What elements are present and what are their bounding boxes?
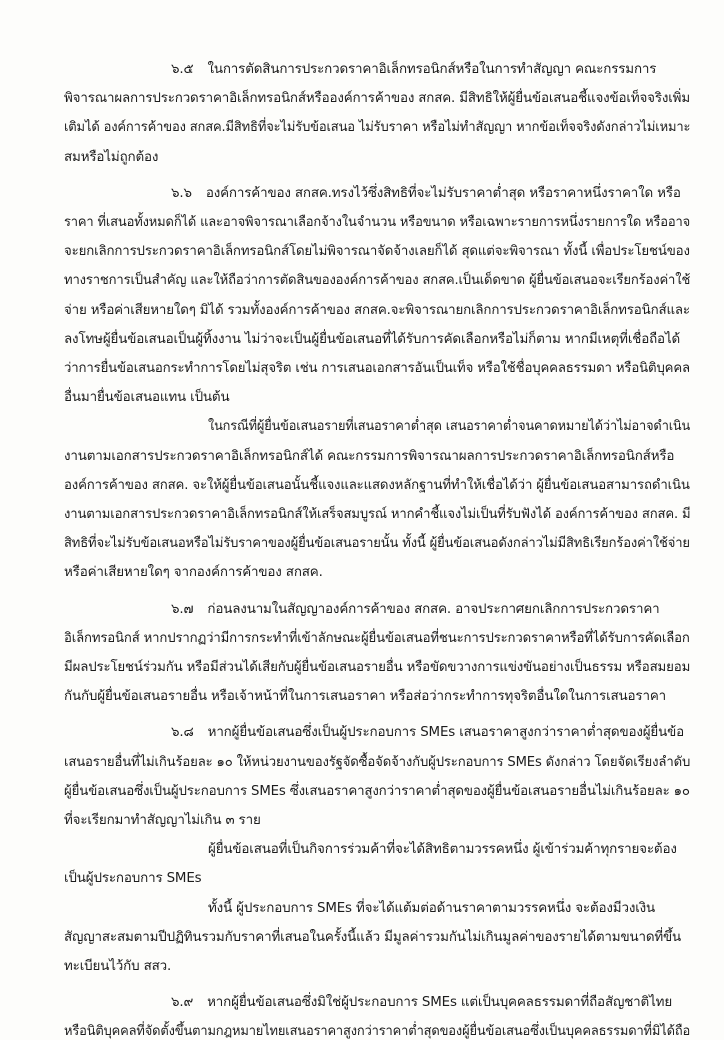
text-line: สิทธิที่จะไม่รับข้อเสนอหรือไม่รับราคาของผู้ยื่นข้อเสนอรายนั้น ทั้งนี้ ผู้ยื่นข้อเสนอดังกล่าวไม่มีสิทธิเรียกร้องค่าใช้จ่าย [64,536,690,551]
clause-6-8-first-line: ๖.๘ หากผู้ยื่นข้อเสนอซึ่งเป็นผู้ประกอบการ SMEs เสนอราคาสูงกว่าราคาต่ำสุดของผู้ยื่นข้อ [171,725,685,740]
text-line: ว่าการยื่นข้อเสนอกระทำการโดยไม่สุจริต เช่น การเสนอเอกสารอันเป็นเท็จ หรือใช้ชื่อบุคคลธรรมดา หรือนิติบุคคล [64,361,691,376]
clause-number: ๖.๕ [171,62,194,77]
text-line: ผู้ยื่นข้อเสนอซึ่งเป็นผู้ประกอบการ SMEs ซึ่งเสนอราคาสูงกว่าราคาต่ำสุดของผู้ยื่นข้อเสนอรายอื่นไม่เกินร้อยละ ๑๐ [64,784,690,799]
clause-number: ๖.๙ [171,995,194,1010]
text-line: ที่จะเรียกมาทำสัญญาไม่เกิน ๓ ราย [64,813,261,828]
clause-number: ๖.๗ [171,602,194,617]
text-line: หรือค่าเสียหายใดๆ จากองค์การค้าของ สกสค. [64,565,323,580]
clause-6-7-first-line: ๖.๗ ก่อนลงนามในสัญญาองค์การค้าของ สกสค. อาจประกาศยกเลิกการประกวดราคา [171,602,660,617]
text-line: พิจารณาผลการประกวดราคาอิเล็กทรอนิกส์หรือองค์การค้าของ สกสค. มีสิทธิให้ผู้ยื่นข้อเสนอชี้แจงข้อเท็จจริงเพิ่ม [64,91,690,106]
clause-6-6-first-line: ๖.๖ องค์การค้าของ สกสค.ทรงไว้ซึ่งสิทธิที่จะไม่รับราคาต่ำสุด หรือราคาหนึ่งราคาใด หรือ [171,186,681,201]
text-line: ราคา ที่เสนอทั้งหมดก็ได้ และอาจพิจารณาเลือกจ้างในจำนวน หรือขนาด หรือเฉพาะรายการหนึ่งรายการใด หรืออาจ [64,215,691,230]
text-line: งานตามเอกสารประกวดราคาอิเล็กทรอนิกส์ได้ คณะกรรมการพิจารณาผลการประกวดราคาอิเล็กทรอนิกส์หรือ [64,449,675,464]
paragraph-indent-line: ผู้ยื่นข้อเสนอที่เป็นกิจการร่วมค้าที่จะได้สิทธิตามวรรคหนึ่ง ผู้เข้าร่วมค้าทุกรายจะต้อง [208,842,677,857]
text-line: สัญญาสะสมตามปีปฏิทินรวมกับราคาที่เสนอในครั้งนี้แล้ว มีมูลค่ารวมกันไม่เกินมูลค่าของรายได้ตามขนาดที่ขึ้น [64,930,682,945]
text-line: จ่าย หรือค่าเสียหายใดๆ มิได้ รวมทั้งองค์การค้าของ สกสค.จะพิจารณายกเลิกการประกวดราคาอิเล็กทรอนิกส์และ [64,303,690,318]
text-line: ทะเบียนไว้กับ สสว. [64,959,172,974]
text-line: เป็นผู้ประกอบการ SMEs [64,871,202,886]
text-line: เสนอรายอื่นที่ไม่เกินร้อยละ ๑๐ ให้หน่วยงานของรัฐจัดซื้อจัดจ้างกับผู้ประกอบการ SMEs ดังกล่าว โดยจัดเรียงลำดับ [64,755,691,770]
text-line: สมหรือไม่ถูกต้อง [64,150,159,165]
clause-number: ๖.๘ [171,725,194,740]
text-line: องค์การค้าของ สกสค. จะให้ผู้ยื่นข้อเสนอนั้นชี้แจงและแสดงหลักฐานที่ทำให้เชื่อได้ว่า ผู้ยื่นข้อเสนอสามารถดำเนิน [64,478,690,493]
text-line: งานตามเอกสารประกวดราคาอิเล็กทรอนิกส์ให้เสร็จสมบูรณ์ หากคำชี้แจงไม่เป็นที่รับฟังได้ องค์การค้าของ สกสค. มี [64,507,691,522]
text-line: หรือนิติบุคคลที่จัดตั้งขึ้นตามกฎหมายไทยเสนอราคาสูงกว่าราคาต่ำสุดของผู้ยื่นข้อเสนอซึ่งเป็นบุคคลธรรมดาที่มิได้ถือ [64,1024,691,1039]
paragraph-indent-line: ในกรณีที่ผู้ยื่นข้อเสนอรายที่เสนอราคาต่ำสุด เสนอราคาต่ำจนคาดหมายได้ว่าไม่อาจดำเนิน [208,419,691,434]
clause-6-5-first-line: ๖.๕ ในการตัดสินการประกวดราคาอิเล็กทรอนิกส์หรือในการทำสัญญา คณะกรรมการ [171,62,657,77]
text-line: อื่นมายื่นข้อเสนอแทน เป็นต้น [64,390,230,405]
paragraph-indent-line: ทั้งนี้ ผู้ประกอบการ SMEs ที่จะได้แต้มต่อด้านราคาตามวรรคหนึ่ง จะต้องมีวงเงิน [208,901,656,916]
text-line: เติมได้ องค์การค้าของ สกสค.มีสิทธิที่จะไม่รับข้อเสนอ ไม่รับราคา หรือไม่ทำสัญญา หากข้อเท็จจริงดังกล่าวไม่เหมาะ [64,120,691,135]
clause-6-9-first-line: ๖.๙ หากผู้ยื่นข้อเสนอซึ่งมิใช่ผู้ประกอบการ SMEs แต่เป็นบุคคลธรรมดาที่ถือสัญชาติไทย [171,995,673,1010]
text-line: อิเล็กทรอนิกส์ หากปรากฏว่ามีการกระทำที่เข้าลักษณะผู้ยื่นข้อเสนอที่ชนะการประกวดราคาหรือที่ได้รับการคัดเลือก [64,631,690,646]
text-line: กันกับผู้ยื่นข้อเสนอรายอื่น หรือเจ้าหน้าที่ในการเสนอราคา หรือส่อว่ากระทำการทุจริตอื่นใดในการเสนอราคา [64,689,667,704]
clause-number: ๖.๖ [171,186,192,201]
text-line: มีผลประโยชน์ร่วมกัน หรือมีส่วนได้เสียกับผู้ยื่นข้อเสนอรายอื่น หรือขัดขวางการแข่งขันอย่างเป็นธรรม หรือสมยอม [64,660,691,675]
text-line: ทางราชการเป็นสำคัญ และให้ถือว่าการตัดสินขององค์การค้าของ สกสค.เป็นเด็ดขาด ผู้ยื่นข้อเสนอจะเรียกร้องค่าใช้ [64,273,691,288]
text-line: จะยกเลิกการประกวดราคาอิเล็กทรอนิกส์โดยไม่พิจารณาจัดจ้างเลยก็ได้ สุดแต่จะพิจารณา ทั้งนี้ เพื่อประโยชน์ของ [64,244,690,259]
text-line: ลงโทษผู้ยื่นข้อเสนอเป็นผู้ทิ้งงาน ไม่ว่าจะเป็นผู้ยื่นข้อเสนอที่ได้รับการคัดเลือกหรือไม่ก็ตาม หากมีเหตุที่เชื่อถือได้ [64,332,681,347]
